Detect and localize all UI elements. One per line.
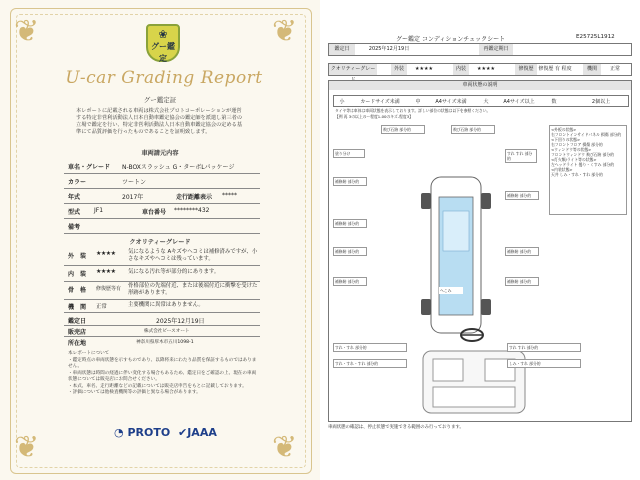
quality-stars: 修復歴等有 (96, 286, 122, 292)
note-line: ・評価については他検査機関等の評価と異なる場合があります。 (68, 390, 201, 395)
damage-label: すれ・すれ・すれ 部分的 (333, 359, 407, 368)
quality-key: 外 装 (68, 253, 87, 260)
summary-line: 天井 しみ・すれ・すれ 部分的 (551, 172, 603, 177)
row-value-2: ***** (222, 192, 237, 199)
summary-line: フロントウィンドウ 飛び石跡 部分的 (551, 152, 614, 157)
proto-logo (114, 426, 170, 439)
damage-label: すれ・すれ 部分的 (333, 343, 407, 352)
quality-desc: 骨格部位の先端付近、または後端付近に衝撃を受けた形跡があります。 (128, 283, 258, 296)
date-label: 鑑定日 (329, 44, 355, 55)
row-value-2: ********432 (174, 207, 210, 214)
summary-line: 右フロントインサイドパネル 損傷 部分的 (551, 132, 622, 137)
row-key: 車名・グレード (68, 164, 111, 171)
car-diagram (419, 171, 493, 339)
damage-label: 飛び石跡 部分的 (381, 125, 425, 134)
quality-row (64, 265, 260, 282)
ornament-top-left: ❦ (14, 14, 40, 49)
size-legend (333, 95, 629, 107)
sheet-code: E25725L1912 (576, 34, 615, 40)
grade-item-value: 修復歴 有 程度 (538, 66, 572, 72)
quality-stars: ★★★★ (96, 268, 116, 275)
grade-item-label: 機関 (583, 64, 601, 75)
ornament-bottom-right: ❦ (272, 430, 298, 465)
quality-stars: ★★★★ (96, 250, 116, 257)
row-key: 年式 (68, 194, 81, 201)
legend-label: 中 (415, 99, 421, 105)
row-key: 型式 (68, 209, 81, 216)
grade-item-label: 外装 (391, 64, 407, 75)
row-key: 備考 (68, 224, 81, 231)
appraisal-date: 2025年12月19日 (368, 46, 410, 52)
row-key-2: 走行距離表示 (176, 194, 213, 201)
logo-text: グー鑑定 (151, 42, 175, 63)
row-value: N-BOXスラッシュ G・ターボLパッケージ (122, 164, 235, 171)
damage-label: 補修跡 部分的 (505, 191, 539, 200)
quality-row (64, 299, 260, 313)
row-key: 販売店 (68, 329, 87, 336)
damage-label: 補修跡 部分的 (505, 247, 539, 256)
summary-line: 右フロントフロア 損傷 部分的 (551, 142, 603, 147)
sheet-footer-note: 車両状態の確認は、停止状態で実施できる範囲のみ行っております。 (328, 425, 464, 430)
row-value: 2017年 (122, 194, 144, 201)
quality-stars: 正常 (96, 304, 107, 310)
diagram-note: タイヤ等は車体は車両状態を表示しております。詳しい部位の状態は以下を参照ください。 (335, 108, 491, 113)
summary-line: <下回りの状態> (551, 137, 581, 142)
damage-label: 補修跡 部分的 (333, 247, 367, 256)
damage-label: しみ・すれ 部分的 (507, 359, 581, 368)
note-line: 本レポートについて (68, 351, 110, 356)
row-value: JF1 (94, 207, 104, 214)
leaf-icon: ❀ (158, 28, 168, 41)
row-key: カラー (68, 179, 87, 186)
quality-key: 機 関 (68, 304, 87, 311)
damage-label: すれ すれ 部分的 (505, 149, 537, 163)
vehicle-section-title: 車両請元内容 (141, 150, 179, 157)
row-key: 鑑定日 (68, 318, 87, 325)
quality-row (64, 281, 260, 300)
grade-label: クオリティーグレー (329, 64, 377, 75)
jaaa-mark-icon: ✔ (178, 426, 188, 439)
vehicle-row (64, 203, 260, 219)
proto-mark-icon: ◔ (114, 426, 124, 439)
status-section-title: 車両状態の説明 (329, 81, 631, 90)
quality-desc: 気になる汚れ等が部分的にあります。 (128, 269, 220, 275)
summary-line: <外板の状態> (551, 127, 577, 132)
dealer-location: 神奈川県厚木市五川1098-1 (136, 340, 194, 345)
row-value: ツートン (122, 179, 147, 186)
note-line: ・本式、車名、走行距離などの記載については販売店申告をもとに記載しております。 (68, 383, 247, 389)
steering-wheel-icon (459, 327, 485, 343)
quality-key: 骨 格 (68, 287, 87, 294)
grade-item-label: 修復歴 (515, 64, 537, 75)
grade-item-value: 正常 (609, 66, 620, 72)
quality-key: 内 装 (68, 271, 87, 278)
legend-value: A4サイズ以上 (503, 99, 535, 105)
summary-line: <灯火類/ライト等の状態> (551, 157, 597, 162)
quality-desc: 主要機関に異常はありません。 (128, 302, 204, 308)
damage-label: すれ すれ 部分的 (507, 343, 581, 352)
vehicle-row (64, 173, 260, 189)
row-key-2: 車台番号 (142, 209, 167, 216)
condition-check-sheet (320, 0, 640, 480)
vehicle-row (64, 158, 260, 174)
row-key: 所在地 (68, 340, 87, 347)
appraisal-date: 2025年12月19日 (156, 318, 205, 325)
condition-summary (549, 125, 627, 215)
legend-label: 大 (483, 99, 489, 105)
damage-label: 塗り分け (333, 149, 365, 158)
damage-label: 補修跡 部分的 (333, 277, 367, 286)
diagram-note-2: 【例 再 3の以上のー程度1-00のキズ-程度3】 (335, 114, 413, 119)
vehicle-row (64, 218, 260, 234)
note-line: ・車両状態は時間の経過に伴い変化する場合もあるため、鑑定日をご確認の上、現在の車両状態については販売店にお問合せください。 (68, 370, 257, 382)
summary-line: <内装状態> (551, 167, 573, 172)
date-row (328, 43, 632, 56)
legend-value: A4サイズ未満 (435, 99, 467, 105)
ornament-bottom-left: ❦ (14, 430, 40, 465)
legend-value: カードサイズ未満 (360, 99, 400, 105)
damage-label: へこみ (439, 287, 463, 294)
legend-label: 小 (339, 99, 345, 105)
vehicle-row (64, 188, 260, 204)
report-title: U-car Grading Report (65, 68, 263, 88)
location-row (64, 336, 260, 347)
jaaa-logo (178, 426, 217, 439)
legend-label: 数 (551, 99, 557, 105)
proto-text: PROTO (127, 426, 171, 439)
intro-text: 本レポートに記載される車両は株式会社プロトコーポレーションが運営する特定非営利活動法人日本自動車鑑定協会の鑑定師を派遣し第三者の立場で鑑定を行い、特定非営利活動法人日本自動車鑑定協会の定める基準にて品質評価を行ったものであることを証明致します。 (76, 108, 243, 135)
damage-label: 飛び石跡 部分的 (451, 125, 495, 134)
grade-item-value: ★★★★ (415, 66, 433, 72)
damage-label: 補修跡 部分的 (333, 177, 367, 186)
report-notes (68, 351, 258, 397)
summary-line: <ウィンドウ等の状態> (551, 147, 592, 152)
sheet-title: グー鑑定 コンディションチェックシート (396, 36, 506, 43)
grade-item-value: ★★★★ (477, 66, 495, 72)
dealer-name: 株式会社ビースオート (144, 329, 190, 334)
legend-value: 2個以上 (591, 99, 611, 105)
damage-label: 補修跡 部分的 (505, 277, 539, 286)
goo-appraisal-logo (146, 24, 180, 62)
damage-label: 補修跡 部分的 (333, 219, 367, 228)
grade-item-label: 内装 (453, 64, 469, 75)
ornament-top-right: ❦ (272, 14, 298, 49)
summary-line: 左ヘッドライト 曇り・くすみ 部分的 (551, 162, 615, 167)
quality-section-title: クオリティーグレード (129, 239, 191, 246)
grade-row (328, 63, 632, 76)
status-panel (328, 80, 632, 422)
recheck-label: 再鑑定期日 (479, 44, 513, 55)
report-subtitle: グー鑑定証 (143, 96, 177, 104)
quality-row (64, 247, 260, 266)
jaaa-text: JAAA (187, 426, 217, 439)
note-line: ・鑑定時点の車両状態を示すものであり、以降将来にわたり品質を保証するものではありません。 (68, 357, 257, 369)
quality-desc: 気になるような Aキズやヘコミは補修済みですが、小さなキズやヘコミは残っています。 (128, 249, 258, 262)
